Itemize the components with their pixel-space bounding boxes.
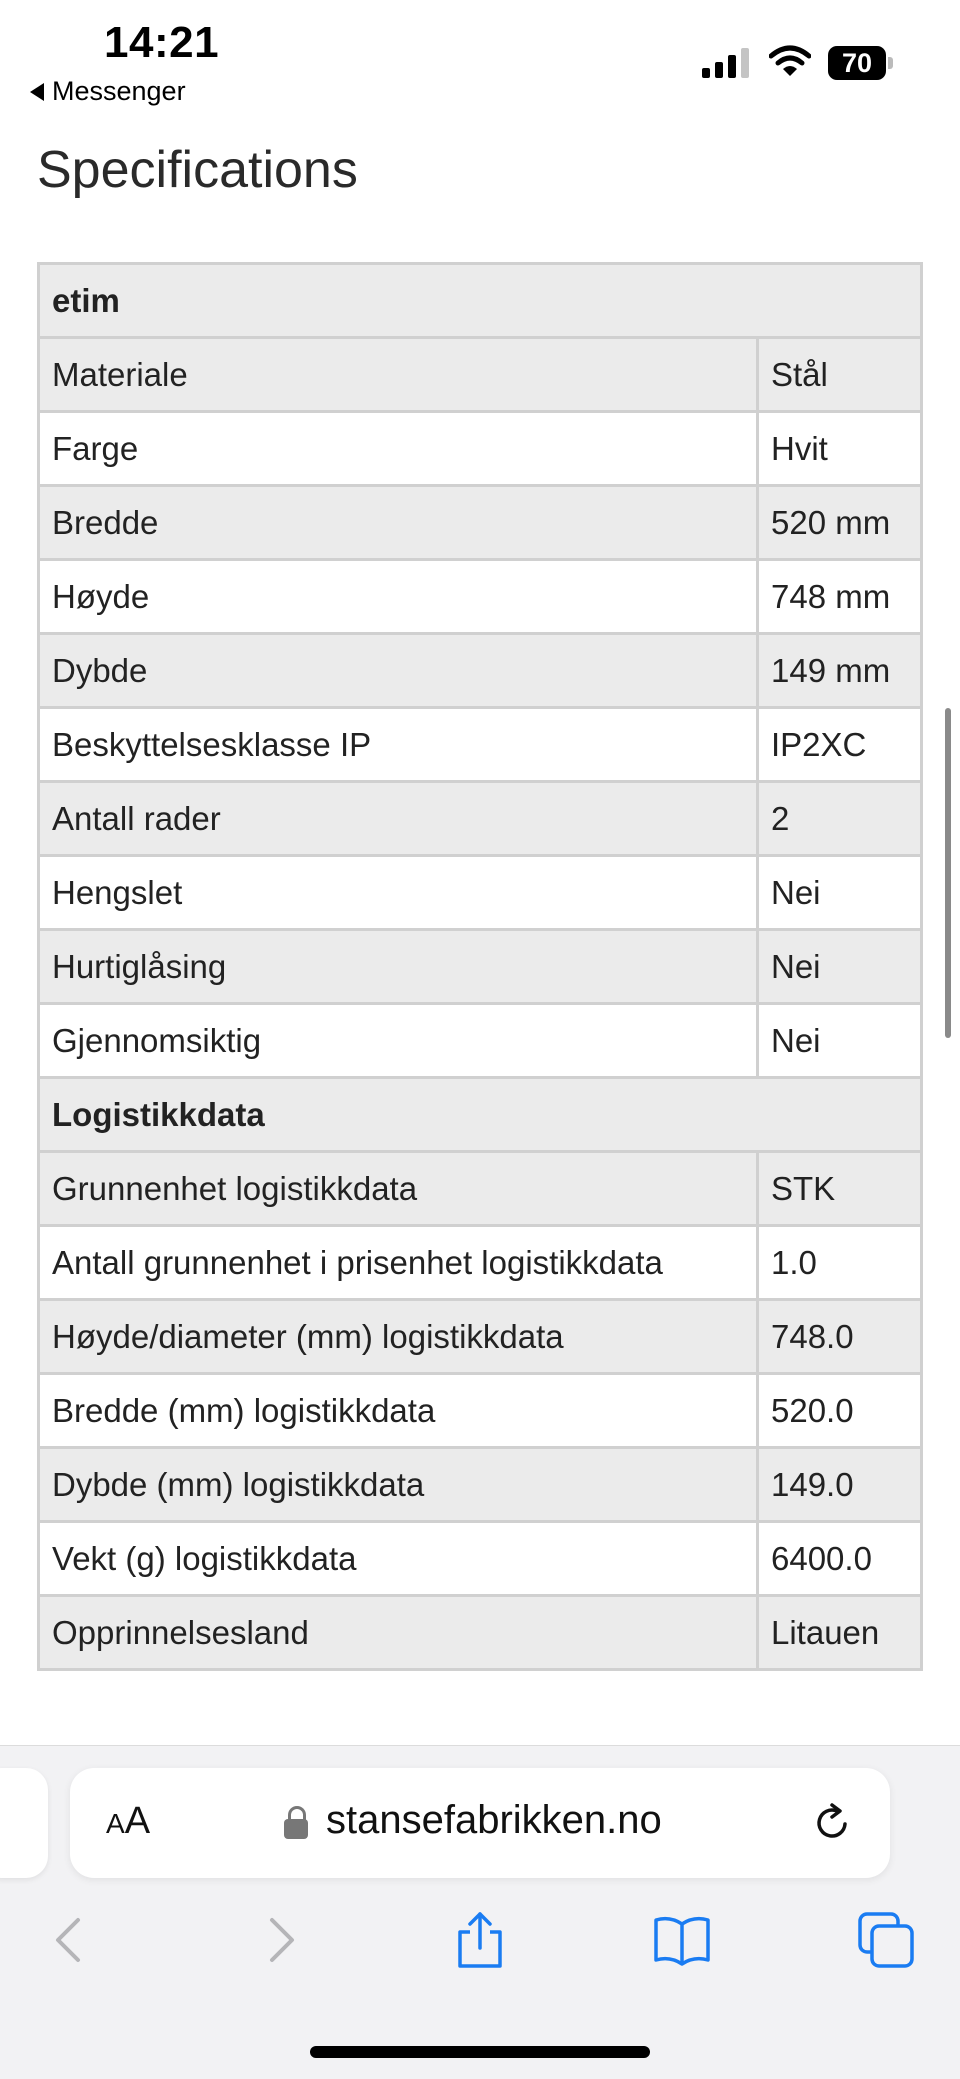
spec-label: Dybde xyxy=(39,634,758,708)
spec-label: Farge xyxy=(39,412,758,486)
table-row xyxy=(39,856,922,930)
table-row xyxy=(39,412,922,486)
spec-value: 6400.0 xyxy=(758,1522,922,1596)
spec-value: Nei xyxy=(758,1004,922,1078)
address-bar[interactable] xyxy=(70,1768,890,1878)
spec-label: Bredde (mm) logistikkdata xyxy=(39,1374,758,1448)
spec-value: Stål xyxy=(758,338,922,412)
spec-value: Nei xyxy=(758,856,922,930)
battery-indicator xyxy=(828,46,894,80)
table-group-header xyxy=(39,264,922,338)
group-label: etim xyxy=(39,264,922,338)
page-title: Specifications xyxy=(37,141,358,199)
back-app-label: Messenger xyxy=(52,76,186,106)
table-row xyxy=(39,486,922,560)
lock-icon xyxy=(284,1806,308,1840)
spec-label: Vekt (g) logistikkdata xyxy=(39,1522,758,1596)
spec-label: Hurtiglåsing xyxy=(39,930,758,1004)
reload-icon[interactable] xyxy=(812,1802,854,1844)
spec-value: 520.0 xyxy=(758,1374,922,1448)
spec-label: Antall grunnenhet i prisenhet logistikkdata xyxy=(39,1226,758,1300)
back-to-app-link[interactable] xyxy=(30,76,186,107)
spec-value: IP2XC xyxy=(758,708,922,782)
table-group-header xyxy=(39,1078,922,1152)
url-domain[interactable]: stansefabrikken.no xyxy=(326,1798,662,1842)
spec-label: Gjennomsiktig xyxy=(39,1004,758,1078)
specifications-table xyxy=(37,262,923,1671)
home-indicator xyxy=(310,2046,650,2058)
spec-value: Nei xyxy=(758,930,922,1004)
spec-value: STK xyxy=(758,1152,922,1226)
table-row xyxy=(39,782,922,856)
back-triangle-icon xyxy=(30,83,44,101)
spec-value: Hvit xyxy=(758,412,922,486)
spec-label: Bredde xyxy=(39,486,758,560)
table-row xyxy=(39,1596,922,1670)
chevron-right-icon[interactable] xyxy=(248,1910,308,1970)
spec-value: 748 mm xyxy=(758,560,922,634)
spec-value: 149.0 xyxy=(758,1448,922,1522)
book-icon[interactable] xyxy=(652,1910,712,1970)
table-row xyxy=(39,1226,922,1300)
group-label: Logistikkdata xyxy=(39,1078,922,1152)
status-bar xyxy=(0,0,960,120)
battery-level: 70 xyxy=(841,48,873,78)
spec-label: Høyde/diameter (mm) logistikkdata xyxy=(39,1300,758,1374)
page-scrollbar[interactable] xyxy=(945,708,951,1038)
table-row xyxy=(39,1152,922,1226)
share-icon[interactable] xyxy=(450,1910,510,1970)
table-row xyxy=(39,634,922,708)
signal-icon xyxy=(702,48,750,78)
spec-value: 1.0 xyxy=(758,1226,922,1300)
text-size-button[interactable]: AA xyxy=(106,1800,151,1842)
spec-label: Dybde (mm) logistikkdata xyxy=(39,1448,758,1522)
table-row xyxy=(39,1522,922,1596)
spec-value: 748.0 xyxy=(758,1300,922,1374)
table-row xyxy=(39,1448,922,1522)
spec-value: 149 mm xyxy=(758,634,922,708)
table-row xyxy=(39,708,922,782)
previous-tab-preview[interactable] xyxy=(0,1768,48,1878)
table-row xyxy=(39,560,922,634)
spec-label: Beskyttelsesklasse IP xyxy=(39,708,758,782)
tabs-icon[interactable] xyxy=(856,1910,916,1970)
status-time: 14:21 xyxy=(104,18,220,67)
table-row xyxy=(39,930,922,1004)
spec-label: Materiale xyxy=(39,338,758,412)
chevron-left-icon[interactable] xyxy=(42,1910,102,1970)
spec-value: 2 xyxy=(758,782,922,856)
spec-label: Antall rader xyxy=(39,782,758,856)
spec-value: 520 mm xyxy=(758,486,922,560)
table-row xyxy=(39,338,922,412)
table-row xyxy=(39,1374,922,1448)
spec-value: Litauen xyxy=(758,1596,922,1670)
spec-label: Hengslet xyxy=(39,856,758,930)
spec-label: Høyde xyxy=(39,560,758,634)
spec-label: Opprinnelsesland xyxy=(39,1596,758,1670)
spec-label: Grunnenhet logistikkdata xyxy=(39,1152,758,1226)
table-row xyxy=(39,1300,922,1374)
wifi-icon xyxy=(769,44,811,78)
table-row xyxy=(39,1004,922,1078)
